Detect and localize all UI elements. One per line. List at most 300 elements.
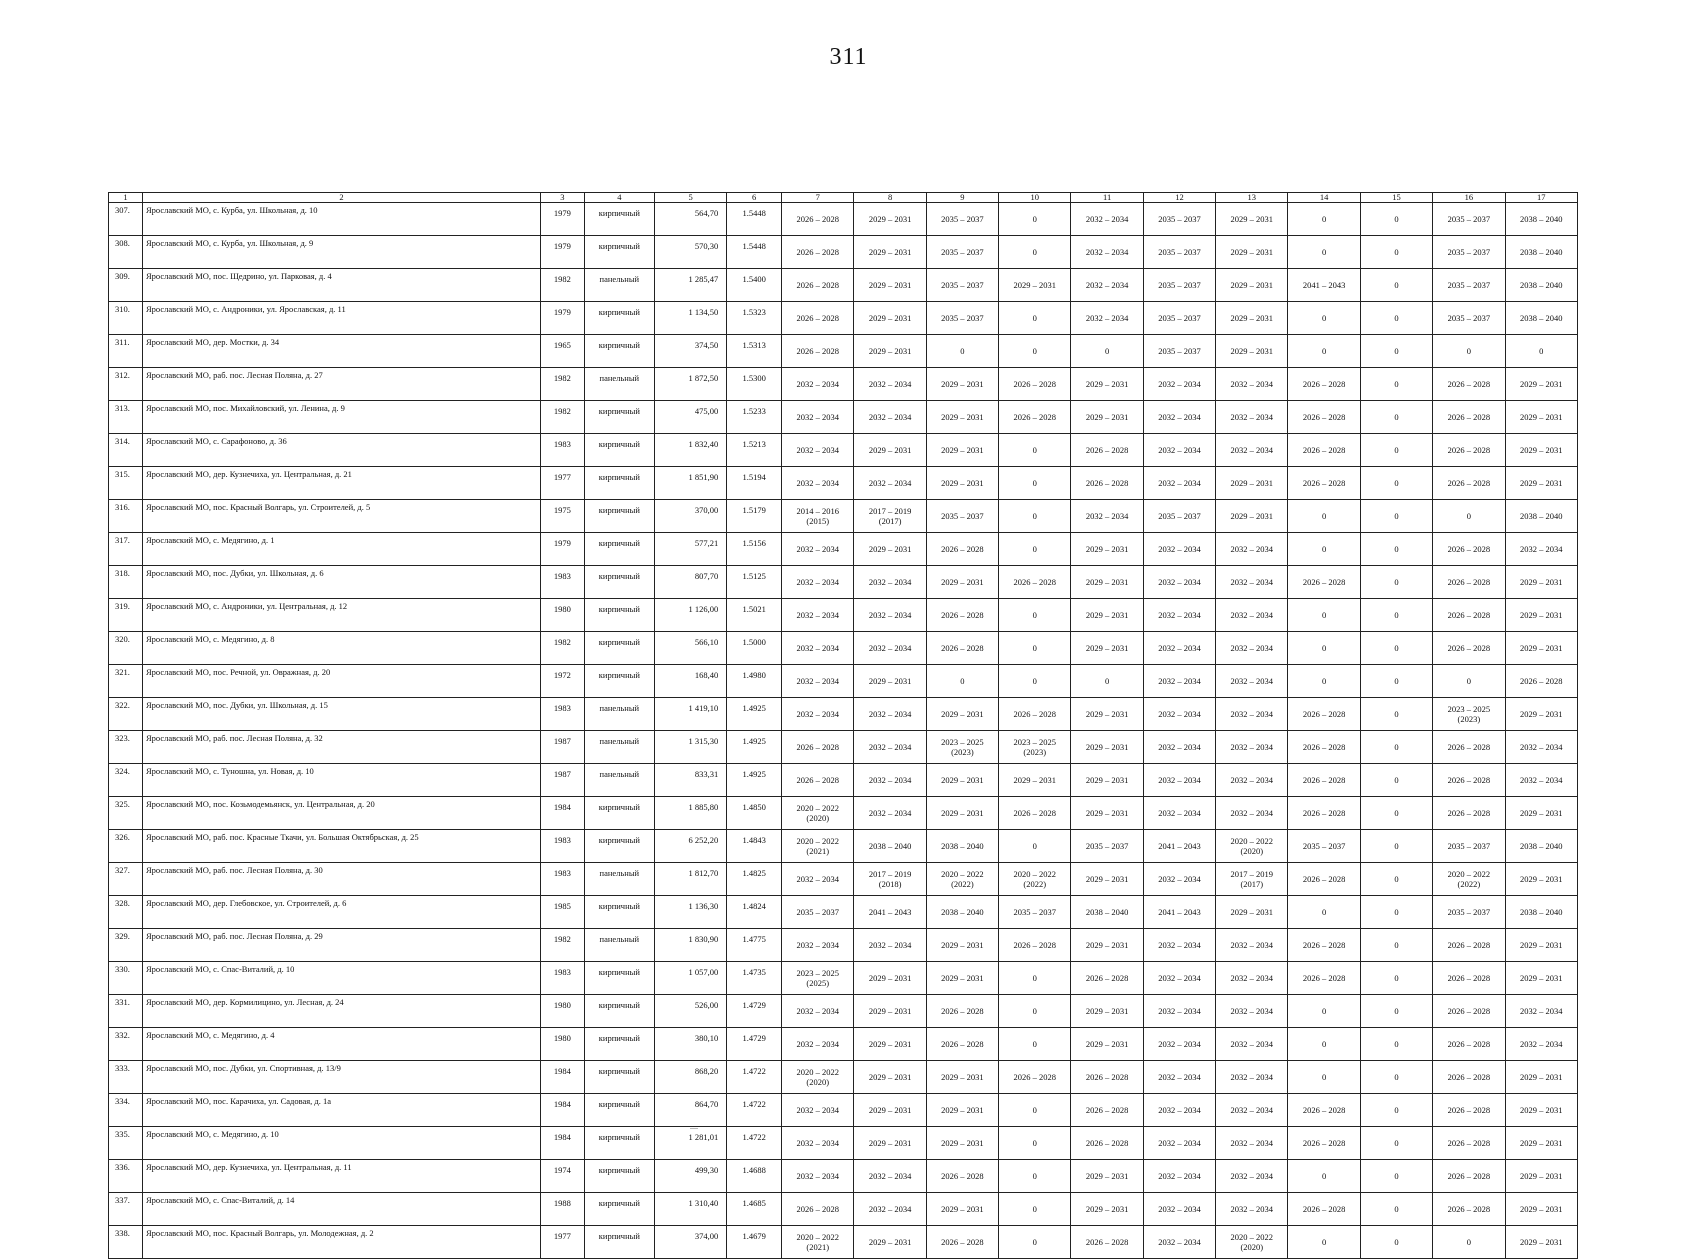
table-cell: 2032 – 2034 xyxy=(1216,698,1288,731)
table-cell: 0 xyxy=(999,1193,1071,1226)
table-cell: 2026 – 2028 xyxy=(926,1226,998,1259)
table-cell: 1.4679 xyxy=(727,1226,782,1259)
table-cell: 0 xyxy=(926,665,998,698)
table-cell: 2026 – 2028 xyxy=(926,1028,998,1061)
table-cell: 2038 – 2040 xyxy=(1505,302,1578,335)
table-cell: 2029 – 2031 xyxy=(854,1127,926,1160)
table-cell: Ярославский МО, пос. Речной, ул. Овражная, д. 20 xyxy=(142,665,540,698)
table-cell: 2038 – 2040 xyxy=(854,830,926,863)
table-cell: 2029 – 2031 xyxy=(1071,401,1143,434)
table-row xyxy=(109,203,1578,236)
table-cell: 2026 – 2028 xyxy=(1433,1193,1505,1226)
table-cell: 0 xyxy=(1360,335,1432,368)
table-cell: 1.4843 xyxy=(727,830,782,863)
table-cell: 2032 – 2034 xyxy=(1143,434,1215,467)
table-cell: 2029 – 2031 xyxy=(854,203,926,236)
table-cell: 2038 – 2040 xyxy=(1071,896,1143,929)
table-cell: 2032 – 2034 xyxy=(854,566,926,599)
table-cell: 1979 xyxy=(540,203,584,236)
column-number-11: 11 xyxy=(1071,193,1143,203)
table-cell: Ярославский МО, с. Курба, ул. Школьная, д. 9 xyxy=(142,236,540,269)
table-cell: 2035 – 2037 xyxy=(926,302,998,335)
table-cell: Ярославский МО, пос. Дубки, ул. Школьная, д. 6 xyxy=(142,566,540,599)
table-cell: 0 xyxy=(1433,1226,1505,1259)
table-cell: 1 126,00 xyxy=(654,599,726,632)
table-cell: 2026 – 2028 xyxy=(926,1160,998,1193)
table-cell: 2035 – 2037 xyxy=(1433,302,1505,335)
table-cell: 2038 – 2040 xyxy=(1505,830,1578,863)
table-cell: кирпичный xyxy=(584,401,654,434)
table-cell: 2035 – 2037 xyxy=(926,500,998,533)
table-cell: 1 830,90 xyxy=(654,929,726,962)
table-cell: 313. xyxy=(109,401,143,434)
table-cell: Ярославский МО, раб. пос. Лесная Поляна, д. 32 xyxy=(142,731,540,764)
table-cell: Ярославский МО, дер. Кузнечиха, ул. Центральная, д. 11 xyxy=(142,1160,540,1193)
table-cell: 2029 – 2031 xyxy=(1505,467,1578,500)
table-row xyxy=(109,896,1578,929)
table-cell: 2032 – 2034 xyxy=(782,929,854,962)
table-cell: кирпичный xyxy=(584,665,654,698)
table-cell: 2041 – 2043 xyxy=(1143,896,1215,929)
table-cell: 2029 – 2031 xyxy=(854,1094,926,1127)
table-cell: 475,00 xyxy=(654,401,726,434)
table-cell: 2032 – 2034 xyxy=(854,467,926,500)
table-cell: 2017 – 2019 (2017) xyxy=(854,500,926,533)
table-cell: 2026 – 2028 xyxy=(782,1193,854,1226)
table-cell: 2032 – 2034 xyxy=(782,566,854,599)
table-cell: 2035 – 2037 xyxy=(1143,203,1215,236)
table-cell: 0 xyxy=(1288,1226,1360,1259)
table-cell: 1.4729 xyxy=(727,1028,782,1061)
table-cell: 2032 – 2034 xyxy=(1216,1028,1288,1061)
table-cell: 1.5213 xyxy=(727,434,782,467)
table-cell: 2035 – 2037 xyxy=(1433,830,1505,863)
table-cell: Ярославский МО, с. Спас-Виталий, д. 10 xyxy=(142,962,540,995)
table-cell: 2026 – 2028 xyxy=(782,731,854,764)
table-cell: 2029 – 2031 xyxy=(1505,434,1578,467)
table-cell: 336. xyxy=(109,1160,143,1193)
table-cell: 2032 – 2034 xyxy=(1143,929,1215,962)
table-cell: 2020 – 2022 (2020) xyxy=(1216,1226,1288,1259)
table-cell: Ярославский МО, пос. Дубки, ул. Спортивная, д. 13/9 xyxy=(142,1061,540,1094)
table-cell: 2032 – 2034 xyxy=(1216,1094,1288,1127)
table-cell: кирпичный xyxy=(584,533,654,566)
table-cell: 2035 – 2037 xyxy=(1143,500,1215,533)
table-cell: 2026 – 2028 xyxy=(999,698,1071,731)
table-cell: 2026 – 2028 xyxy=(1288,1193,1360,1226)
table-cell: 2017 – 2019 (2017) xyxy=(1216,863,1288,896)
table-cell: 2026 – 2028 xyxy=(1433,764,1505,797)
table-cell: 2029 – 2031 xyxy=(854,236,926,269)
table-cell: 6 252,20 xyxy=(654,830,726,863)
table-row xyxy=(109,1127,1578,1160)
table-cell: 314. xyxy=(109,434,143,467)
table-cell: 2032 – 2034 xyxy=(1216,434,1288,467)
table-cell: 2029 – 2031 xyxy=(854,1061,926,1094)
table-cell: 2032 – 2034 xyxy=(782,995,854,1028)
table-cell: 2029 – 2031 xyxy=(1505,929,1578,962)
table-row xyxy=(109,269,1578,302)
table-cell: Ярославский МО, дер. Кормилицино, ул. Лесная, д. 24 xyxy=(142,995,540,1028)
table-cell: 2032 – 2034 xyxy=(1143,368,1215,401)
table-cell: 2032 – 2034 xyxy=(1143,995,1215,1028)
table-cell: 380,10 xyxy=(654,1028,726,1061)
table-cell: 0 xyxy=(1288,302,1360,335)
table-cell: 1.4825 xyxy=(727,863,782,896)
table-row xyxy=(109,368,1578,401)
table-cell: кирпичный xyxy=(584,1160,654,1193)
table-row xyxy=(109,302,1578,335)
table-cell: 1 872,50 xyxy=(654,368,726,401)
table-cell: 2032 – 2034 xyxy=(1216,995,1288,1028)
table-cell: 0 xyxy=(1360,1028,1432,1061)
table-cell: 168,40 xyxy=(654,665,726,698)
table-cell: 2029 – 2031 xyxy=(926,1061,998,1094)
column-number-15: 15 xyxy=(1360,193,1432,203)
table-row xyxy=(109,401,1578,434)
table-cell: 2032 – 2034 xyxy=(1071,500,1143,533)
table-row xyxy=(109,335,1578,368)
table-cell: 2032 – 2034 xyxy=(1143,533,1215,566)
table-cell: 2032 – 2034 xyxy=(854,368,926,401)
table-cell: 2032 – 2034 xyxy=(1216,368,1288,401)
table-cell: кирпичный xyxy=(584,797,654,830)
table-cell: 2029 – 2031 xyxy=(1071,698,1143,731)
table-cell: 2035 – 2037 xyxy=(1433,269,1505,302)
table-cell: 2026 – 2028 xyxy=(1433,1094,1505,1127)
table-cell: Ярославский МО, с. Спас-Виталий, д. 14 xyxy=(142,1193,540,1226)
table-cell: 2026 – 2028 xyxy=(999,401,1071,434)
table-cell: 2032 – 2034 xyxy=(1216,764,1288,797)
table-cell: 1987 xyxy=(540,764,584,797)
table-cell: 2026 – 2028 xyxy=(1433,797,1505,830)
table-cell: Ярославский МО, с. Медягино, д. 1 xyxy=(142,533,540,566)
table-cell: 330. xyxy=(109,962,143,995)
table-cell: 2026 – 2028 xyxy=(1071,962,1143,995)
table-cell: 1980 xyxy=(540,1028,584,1061)
table-row xyxy=(109,995,1578,1028)
table-cell: кирпичный xyxy=(584,995,654,1028)
table-cell: 2035 – 2037 xyxy=(1143,236,1215,269)
table-cell: 2026 – 2028 xyxy=(1433,1061,1505,1094)
table-cell: 2029 – 2031 xyxy=(854,533,926,566)
table-cell: 2038 – 2040 xyxy=(1505,203,1578,236)
table-cell: 0 xyxy=(1360,929,1432,962)
table-cell: 2023 – 2025 (2023) xyxy=(999,731,1071,764)
table-cell: 2029 – 2031 xyxy=(854,995,926,1028)
table-cell: 2029 – 2031 xyxy=(1071,797,1143,830)
table-cell: 2032 – 2034 xyxy=(782,1028,854,1061)
table-cell: 2026 – 2028 xyxy=(1433,1160,1505,1193)
table-cell: 2032 – 2034 xyxy=(782,467,854,500)
table-cell: Ярославский МО, раб. пос. Лесная Поляна, д. 29 xyxy=(142,929,540,962)
table-cell: 2026 – 2028 xyxy=(1433,1028,1505,1061)
table-cell: 0 xyxy=(999,599,1071,632)
table-cell: 2026 – 2028 xyxy=(1433,533,1505,566)
table-row xyxy=(109,566,1578,599)
table-cell: 2026 – 2028 xyxy=(1288,962,1360,995)
table-cell: 2032 – 2034 xyxy=(1071,203,1143,236)
table-cell: 2026 – 2028 xyxy=(782,236,854,269)
table-cell: кирпичный xyxy=(584,236,654,269)
table-cell: 334. xyxy=(109,1094,143,1127)
table-cell: 2038 – 2040 xyxy=(926,830,998,863)
table-cell: 331. xyxy=(109,995,143,1028)
table-cell: 2032 – 2034 xyxy=(1216,566,1288,599)
table-cell: 2026 – 2028 xyxy=(999,1061,1071,1094)
table-cell: 0 xyxy=(1360,566,1432,599)
table-cell: 2020 – 2022 (2022) xyxy=(926,863,998,896)
table-cell: 2026 – 2028 xyxy=(1071,1127,1143,1160)
table-cell: 1 134,50 xyxy=(654,302,726,335)
table-cell: 1.5000 xyxy=(727,632,782,665)
table-cell: 324. xyxy=(109,764,143,797)
table-cell: 2020 – 2022 (2021) xyxy=(782,1226,854,1259)
table-cell: Ярославский МО, пос. Дубки, ул. Школьная, д. 15 xyxy=(142,698,540,731)
table-cell: 2038 – 2040 xyxy=(1505,236,1578,269)
table-cell: 325. xyxy=(109,797,143,830)
table-cell: 1.5179 xyxy=(727,500,782,533)
table-cell: 317. xyxy=(109,533,143,566)
table-cell: 1.5194 xyxy=(727,467,782,500)
column-number-3: 3 xyxy=(540,193,584,203)
table-cell: 807,70 xyxy=(654,566,726,599)
table-cell: 1979 xyxy=(540,302,584,335)
table-cell: 2029 – 2031 xyxy=(1071,533,1143,566)
table-cell: 2029 – 2031 xyxy=(854,269,926,302)
table-cell: 0 xyxy=(1288,335,1360,368)
table-cell: 1.4685 xyxy=(727,1193,782,1226)
table-cell: 2029 – 2031 xyxy=(1216,335,1288,368)
table-cell: 2029 – 2031 xyxy=(1505,566,1578,599)
table-cell: 2029 – 2031 xyxy=(854,434,926,467)
table-cell: 2032 – 2034 xyxy=(1143,797,1215,830)
table-cell: 2023 – 2025 (2023) xyxy=(926,731,998,764)
table-cell: 2029 – 2031 xyxy=(1216,203,1288,236)
table-cell: 2029 – 2031 xyxy=(1216,302,1288,335)
table-row xyxy=(109,1094,1578,1127)
table-cell: 2020 – 2022 (2020) xyxy=(1216,830,1288,863)
table-cell: 0 xyxy=(1360,830,1432,863)
table-cell: 2032 – 2034 xyxy=(1216,797,1288,830)
table-cell: 2023 – 2025 (2025) xyxy=(782,962,854,995)
page-number: 311 xyxy=(829,44,868,70)
table-cell: 1.5021 xyxy=(727,599,782,632)
table-cell: 0 xyxy=(1288,1061,1360,1094)
table-cell: 0 xyxy=(1360,203,1432,236)
table-cell: Ярославский МО, с. Медягино, д. 10 xyxy=(142,1127,540,1160)
table-cell: 1982 xyxy=(540,929,584,962)
table-cell: 316. xyxy=(109,500,143,533)
table-cell: 2032 – 2034 xyxy=(782,368,854,401)
table-cell: кирпичный xyxy=(584,962,654,995)
table-cell: 0 xyxy=(1288,236,1360,269)
table-cell: 2026 – 2028 xyxy=(782,203,854,236)
table-cell: 322. xyxy=(109,698,143,731)
table-cell: кирпичный xyxy=(584,203,654,236)
table-cell: 2029 – 2031 xyxy=(854,302,926,335)
table-cell: 566,10 xyxy=(654,632,726,665)
table-cell: 2029 – 2031 xyxy=(1071,632,1143,665)
table-cell: 2026 – 2028 xyxy=(1433,467,1505,500)
table-cell: 1 310,40 xyxy=(654,1193,726,1226)
table-cell: 2032 – 2034 xyxy=(1143,1193,1215,1226)
table-cell: 1974 xyxy=(540,1160,584,1193)
table-cell: 2026 – 2028 xyxy=(999,566,1071,599)
table-cell: 2032 – 2034 xyxy=(854,1160,926,1193)
table-cell: 2032 – 2034 xyxy=(1071,236,1143,269)
table-cell: 0 xyxy=(1360,632,1432,665)
table-cell: 1 285,47 xyxy=(654,269,726,302)
table-cell: 2014 – 2016 (2015) xyxy=(782,500,854,533)
table-cell: 1.4722 xyxy=(727,1061,782,1094)
table-cell: 2029 – 2031 xyxy=(926,467,998,500)
table-cell: 1.5125 xyxy=(727,566,782,599)
table-cell: панельный xyxy=(584,698,654,731)
table-cell: 0 xyxy=(1360,500,1432,533)
table-cell: 0 xyxy=(1288,632,1360,665)
table-cell: 1.5448 xyxy=(727,236,782,269)
table-cell: 2032 – 2034 xyxy=(782,632,854,665)
table-cell: кирпичный xyxy=(584,335,654,368)
table-row xyxy=(109,434,1578,467)
table-cell: 370,00 xyxy=(654,500,726,533)
table-cell: 2032 – 2034 xyxy=(782,434,854,467)
table-cell: 1972 xyxy=(540,665,584,698)
table-cell: 2032 – 2034 xyxy=(1216,401,1288,434)
table-cell: 2041 – 2043 xyxy=(1288,269,1360,302)
table-cell: 1.5313 xyxy=(727,335,782,368)
table-cell: 374,00 xyxy=(654,1226,726,1259)
table-cell: 2026 – 2028 xyxy=(1288,401,1360,434)
table-cell: 0 xyxy=(1288,995,1360,1028)
table-cell: 2026 – 2028 xyxy=(1433,929,1505,962)
table-cell: 2032 – 2034 xyxy=(782,1160,854,1193)
table-cell: 0 xyxy=(1505,335,1578,368)
table-cell: 2020 – 2022 (2020) xyxy=(782,797,854,830)
table-cell: 2032 – 2034 xyxy=(1143,566,1215,599)
table-cell: 2017 – 2019 (2018) xyxy=(854,863,926,896)
table-row xyxy=(109,962,1578,995)
table-cell: 0 xyxy=(1360,236,1432,269)
table-cell: 2032 – 2034 xyxy=(1216,731,1288,764)
table-cell: Ярославский МО, пос. Козьмодемьянск, ул. Центральная, д. 20 xyxy=(142,797,540,830)
table-cell: кирпичный xyxy=(584,1061,654,1094)
table-row xyxy=(109,665,1578,698)
table-cell: Ярославский МО, пос. Красный Волгарь, ул. Строителей, д. 5 xyxy=(142,500,540,533)
table-cell: панельный xyxy=(584,863,654,896)
table-cell: 311. xyxy=(109,335,143,368)
table-cell: 2032 – 2034 xyxy=(1505,533,1578,566)
table-cell: 2029 – 2031 xyxy=(1216,500,1288,533)
table-cell: 2026 – 2028 xyxy=(1288,566,1360,599)
table-cell: 1979 xyxy=(540,236,584,269)
table-row xyxy=(109,533,1578,566)
table-cell: 2026 – 2028 xyxy=(782,335,854,368)
table-cell: 2026 – 2028 xyxy=(999,929,1071,962)
table-cell: 2029 – 2031 xyxy=(854,1028,926,1061)
table-cell: 2023 – 2025 (2023) xyxy=(1433,698,1505,731)
table-cell: 2026 – 2028 xyxy=(1288,368,1360,401)
table-cell: 0 xyxy=(1360,467,1432,500)
table-cell: 332. xyxy=(109,1028,143,1061)
table-cell: 2026 – 2028 xyxy=(1433,599,1505,632)
table-cell: 0 xyxy=(1360,962,1432,995)
table-cell: 2026 – 2028 xyxy=(1071,467,1143,500)
table-cell: 2032 – 2034 xyxy=(1143,863,1215,896)
table-cell: 2032 – 2034 xyxy=(1216,929,1288,962)
table-cell: 2029 – 2031 xyxy=(1505,962,1578,995)
table-cell: 1983 xyxy=(540,962,584,995)
table-cell: Ярославский МО, с. Туношна, ул. Новая, д. 10 xyxy=(142,764,540,797)
table-cell: кирпичный xyxy=(584,1127,654,1160)
table-cell: 2035 – 2037 xyxy=(1433,896,1505,929)
table-cell: 2029 – 2031 xyxy=(999,269,1071,302)
column-number-12: 12 xyxy=(1143,193,1215,203)
scan-mark xyxy=(690,1128,698,1129)
table-cell: 1983 xyxy=(540,863,584,896)
table-cell: 0 xyxy=(1288,1028,1360,1061)
table-cell: 2032 – 2034 xyxy=(1216,533,1288,566)
table-cell: 2029 – 2031 xyxy=(1505,863,1578,896)
table-cell: 0 xyxy=(999,533,1071,566)
table-cell: 577,21 xyxy=(654,533,726,566)
table-cell: 1975 xyxy=(540,500,584,533)
column-number-7: 7 xyxy=(782,193,854,203)
table-cell: 1.5156 xyxy=(727,533,782,566)
table-cell: 2026 – 2028 xyxy=(1288,1094,1360,1127)
table-cell: 0 xyxy=(999,335,1071,368)
table-cell: 2029 – 2031 xyxy=(926,1127,998,1160)
table-cell: 2029 – 2031 xyxy=(1071,368,1143,401)
table-cell: Ярославский МО, дер. Глебовское, ул. Строителей, д. 6 xyxy=(142,896,540,929)
table-cell: 2029 – 2031 xyxy=(1071,599,1143,632)
table-cell: 2026 – 2028 xyxy=(926,599,998,632)
table-cell: 1.4688 xyxy=(727,1160,782,1193)
table-cell: 1988 xyxy=(540,1193,584,1226)
table-cell: 2029 – 2031 xyxy=(1505,797,1578,830)
table-cell: 2032 – 2034 xyxy=(782,698,854,731)
table-cell: 2029 – 2031 xyxy=(999,764,1071,797)
table-cell: 2032 – 2034 xyxy=(1143,467,1215,500)
table-cell: 2035 – 2037 xyxy=(926,236,998,269)
table-cell: 2035 – 2037 xyxy=(1433,236,1505,269)
table-cell: 1984 xyxy=(540,797,584,830)
table-cell: 1.4925 xyxy=(727,698,782,731)
table-cell: 2029 – 2031 xyxy=(1071,731,1143,764)
table-cell: 2029 – 2031 xyxy=(926,566,998,599)
table-cell: 2038 – 2040 xyxy=(926,896,998,929)
table-cell: 2032 – 2034 xyxy=(1143,962,1215,995)
table-cell: 2026 – 2028 xyxy=(1433,1127,1505,1160)
table-cell: 0 xyxy=(1360,533,1432,566)
table-cell: 2026 – 2028 xyxy=(1288,764,1360,797)
table-cell: 0 xyxy=(1433,335,1505,368)
table-cell: 2026 – 2028 xyxy=(1071,1226,1143,1259)
table-cell: Ярославский МО, раб. пос. Красные Ткачи, ул. Большая Октябрьская, д. 25 xyxy=(142,830,540,863)
table-cell: Ярославский МО, дер. Мостки, д. 34 xyxy=(142,335,540,368)
table-cell: кирпичный xyxy=(584,500,654,533)
table-cell: Ярославский МО, с. Андроники, ул. Ярославская, д. 11 xyxy=(142,302,540,335)
table-cell: 1.4824 xyxy=(727,896,782,929)
table-cell: панельный xyxy=(584,929,654,962)
table-cell: 2032 – 2034 xyxy=(1505,764,1578,797)
column-number-8: 8 xyxy=(854,193,926,203)
table-cell: 319. xyxy=(109,599,143,632)
table-cell: 1.4980 xyxy=(727,665,782,698)
table-cell: 0 xyxy=(1288,500,1360,533)
table-cell: 2029 – 2031 xyxy=(926,698,998,731)
